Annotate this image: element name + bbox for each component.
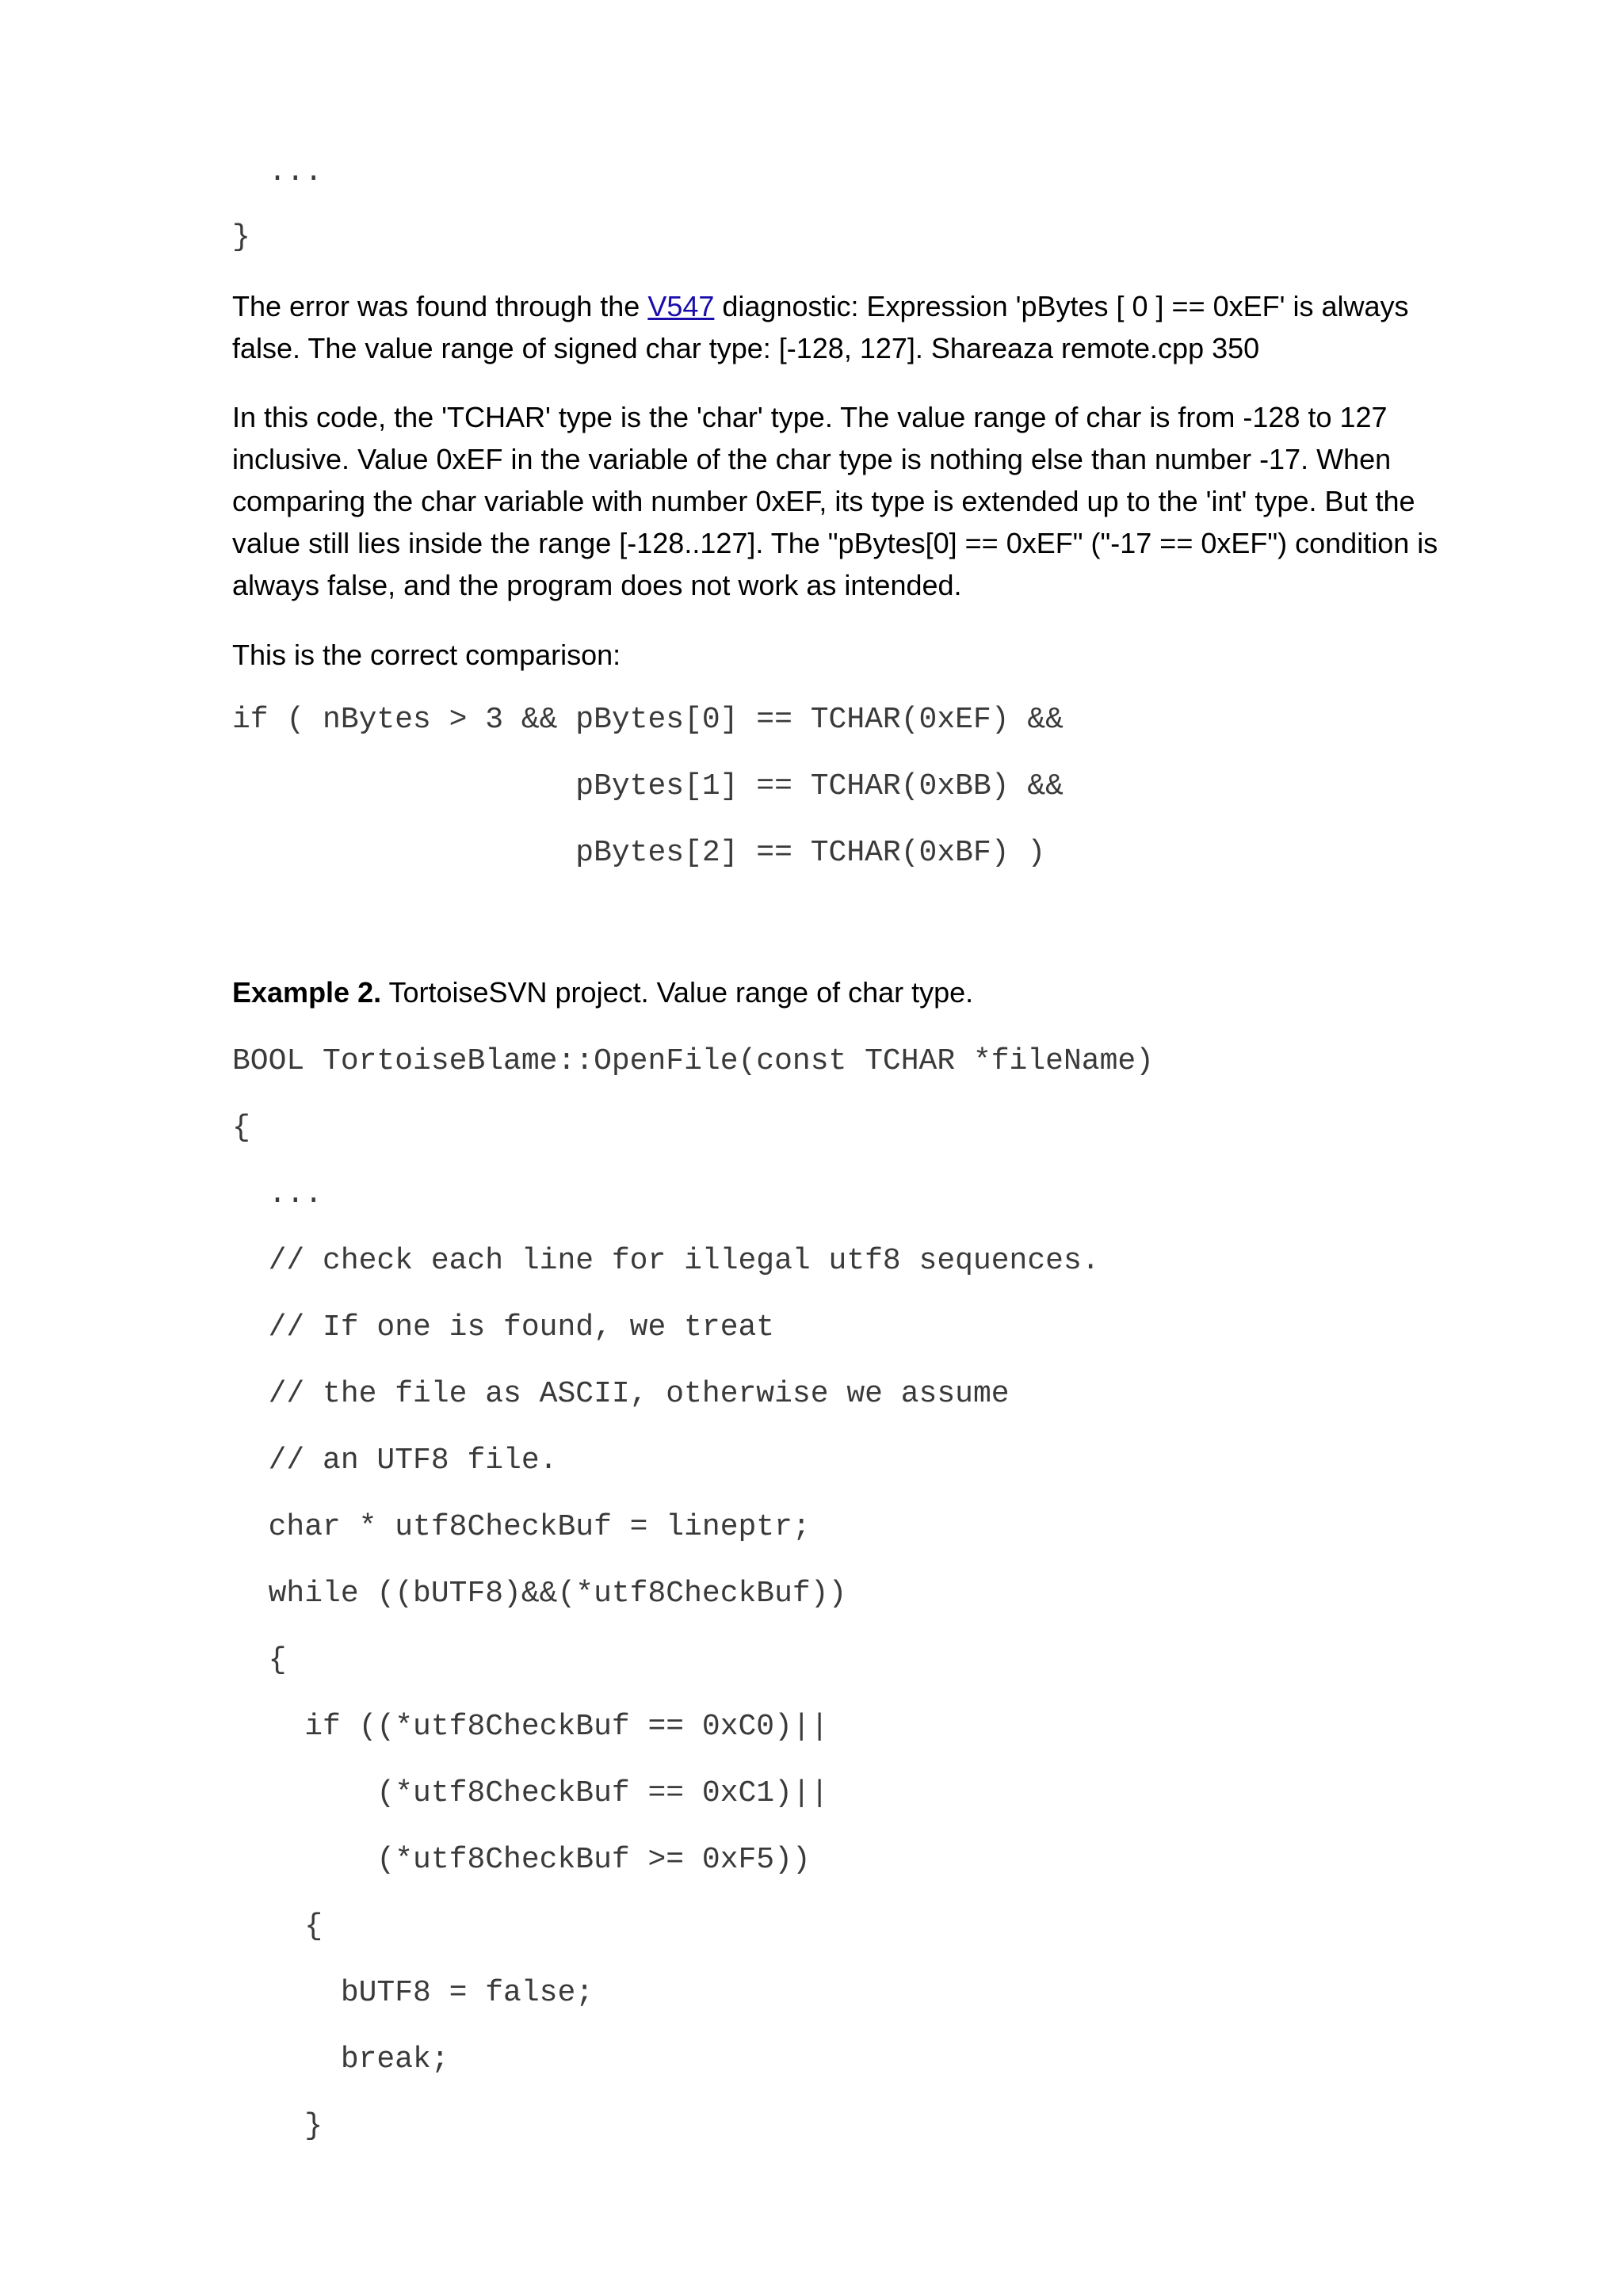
code-line: ... xyxy=(232,155,323,189)
code-line: (*utf8CheckBuf == 0xC1)|| xyxy=(232,1776,829,1810)
example-label: Example 2. xyxy=(232,976,382,1009)
example-description: TortoiseSVN project. Value range of char type. xyxy=(381,976,974,1009)
code-line: while ((bUTF8)&&(*utf8CheckBuf)) xyxy=(232,1577,847,1611)
code-line: char * utf8CheckBuf = lineptr; xyxy=(232,1510,811,1544)
code-line: } xyxy=(232,220,250,254)
paragraph-text: The error was found through the xyxy=(232,290,648,322)
code-line: { xyxy=(232,1909,323,1943)
code-line: bUTF8 = false; xyxy=(232,1976,594,2010)
explanation-paragraph: In this code, the 'TCHAR' type is the 'char' type. The value range of char is from -128 to 127 inclusive. Value 0xEF in the variable of the char type is nothing else than number -17. When comparing the char variable with number 0xEF, its type is extended up to the 'int' type. But the value still lies inside the range [-128..127]. The "pBytes[0] == 0xEF" ("-17 == 0xEF") condition is always false, and the program does not work as intended. xyxy=(232,401,1438,601)
code-line: break; xyxy=(232,2042,449,2077)
code-line: // If one is found, we treat xyxy=(232,1310,775,1344)
code-line: (*utf8CheckBuf >= 0xF5)) xyxy=(232,1843,811,1877)
code-line: BOOL TortoiseBlame::OpenFile(const TCHAR *fileName) xyxy=(232,1044,1154,1078)
diagnostic-paragraph xyxy=(232,285,1484,369)
code-line: if ( nBytes > 3 && pBytes[0] == TCHAR(0xEF) && xyxy=(232,703,1064,737)
code-line: // an UTF8 file. xyxy=(232,1444,558,1478)
code-line: { xyxy=(232,1643,287,1677)
code-line: ... xyxy=(232,1177,323,1211)
paragraph-text: diagnostic: Expression 'pBytes [ 0 ] == 0xEF' is always false. The value range of signed char type: [-128, 127]. Shareaza remote.cpp 350 xyxy=(232,290,1409,364)
code-line: pBytes[2] == TCHAR(0xBF) ) xyxy=(232,836,1046,870)
code-line: pBytes[1] == TCHAR(0xBB) && xyxy=(232,769,1064,803)
code-line: // the file as ASCII, otherwise we assume xyxy=(232,1377,1010,1411)
example-2-heading xyxy=(232,971,1484,1013)
code-line: if ((*utf8CheckBuf == 0xC0)|| xyxy=(232,1710,829,1744)
code-line: { xyxy=(232,1111,250,1145)
correct-comparison-label: This is the correct comparison: xyxy=(232,639,621,671)
code-line: // check each line for illegal utf8 sequences. xyxy=(232,1244,1100,1278)
code-line: } xyxy=(232,2109,323,2143)
v547-link[interactable]: V547 xyxy=(647,290,715,322)
